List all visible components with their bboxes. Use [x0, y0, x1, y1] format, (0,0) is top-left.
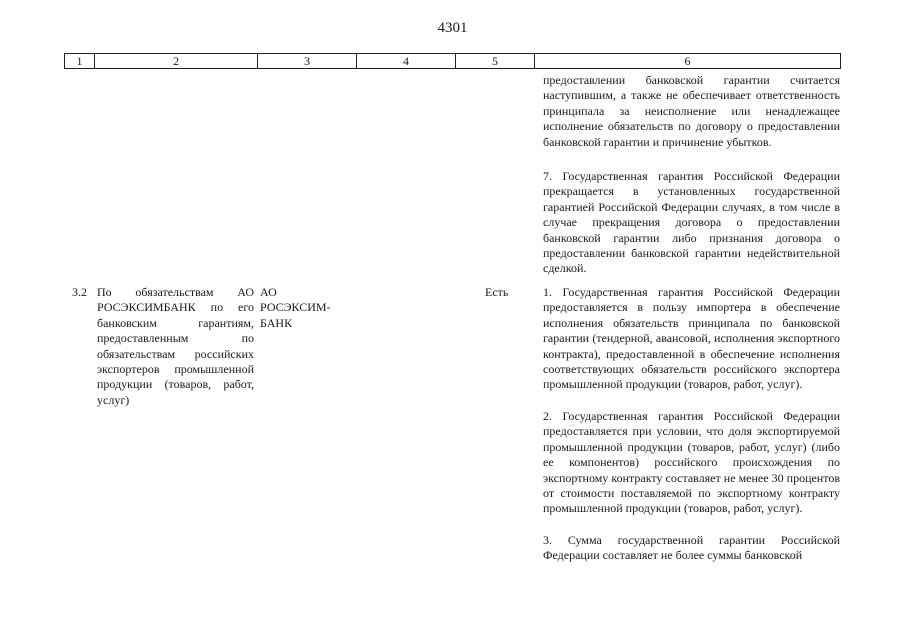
row-number: 3.2: [72, 285, 87, 299]
principal-name: АО РОСЭКСИМ-БАНК: [260, 285, 331, 330]
condition-3: 3. Сумма государственной гарантии Российской Федерации составляет не более суммы банковской: [543, 533, 840, 563]
obligation-description: По обязательствам АО РОСЭКСИМБАНК по его банковским гарантиям, предоставленным по обязательствам российских экспортеров промышленной продукции (товаров, работ, услуг): [97, 285, 254, 407]
table-header-row: [64, 53, 841, 69]
header-col-2: 2: [94, 54, 257, 68]
page-number: 4301: [437, 20, 468, 36]
condition-1: 1. Государственная гарантия Российской Федерации предоставляется в пользу импортера в обеспечение исполнения обязательств принципала по банковской гарантии (тендерной, авансовой, исполнения экспортного контракта), предоставленной в обеспечение исполнения соответствующих обязательств российского экспортера промышленной продукции (товаров, работ, услуг).: [543, 285, 840, 392]
header-col-6: 6: [534, 54, 841, 68]
header-col-1: 1: [64, 54, 94, 68]
header-col-5: 5: [455, 54, 534, 68]
paragraph-7: 7. Государственная гарантия Российской Федерации прекращается в установленных государственной гарантией Российской Федерации случаях, в том числе в случае прекращения договора о предоставлении банковской гарантии либо признания договора о предоставлении банковской гарантии недействительной сделкой.: [543, 169, 840, 276]
condition-2: 2. Государственная гарантия Российской Федерации предоставляется при условии, что доля экспортируемой промышленной продукции (товаров, работ, услуг) (либо ее компонентов) российского происхождения по экспортному контракту составляет не менее 30 процентов от стоимости поставляемой по экспортному контракту промышленной продукции (товаров, работ, услуг).: [543, 409, 840, 516]
header-col-4: 4: [356, 54, 455, 68]
regress-value: Есть: [485, 285, 509, 299]
continuation-paragraph: предоставлении банковской гарантии считается наступившим, а также не обеспечивает ответственность принципала за неисполнение или ненадлежащее исполнение обязательств по договору о предоставлении банковской гарантии и причинение убытков.: [543, 73, 840, 149]
header-col-3: 3: [257, 54, 356, 68]
